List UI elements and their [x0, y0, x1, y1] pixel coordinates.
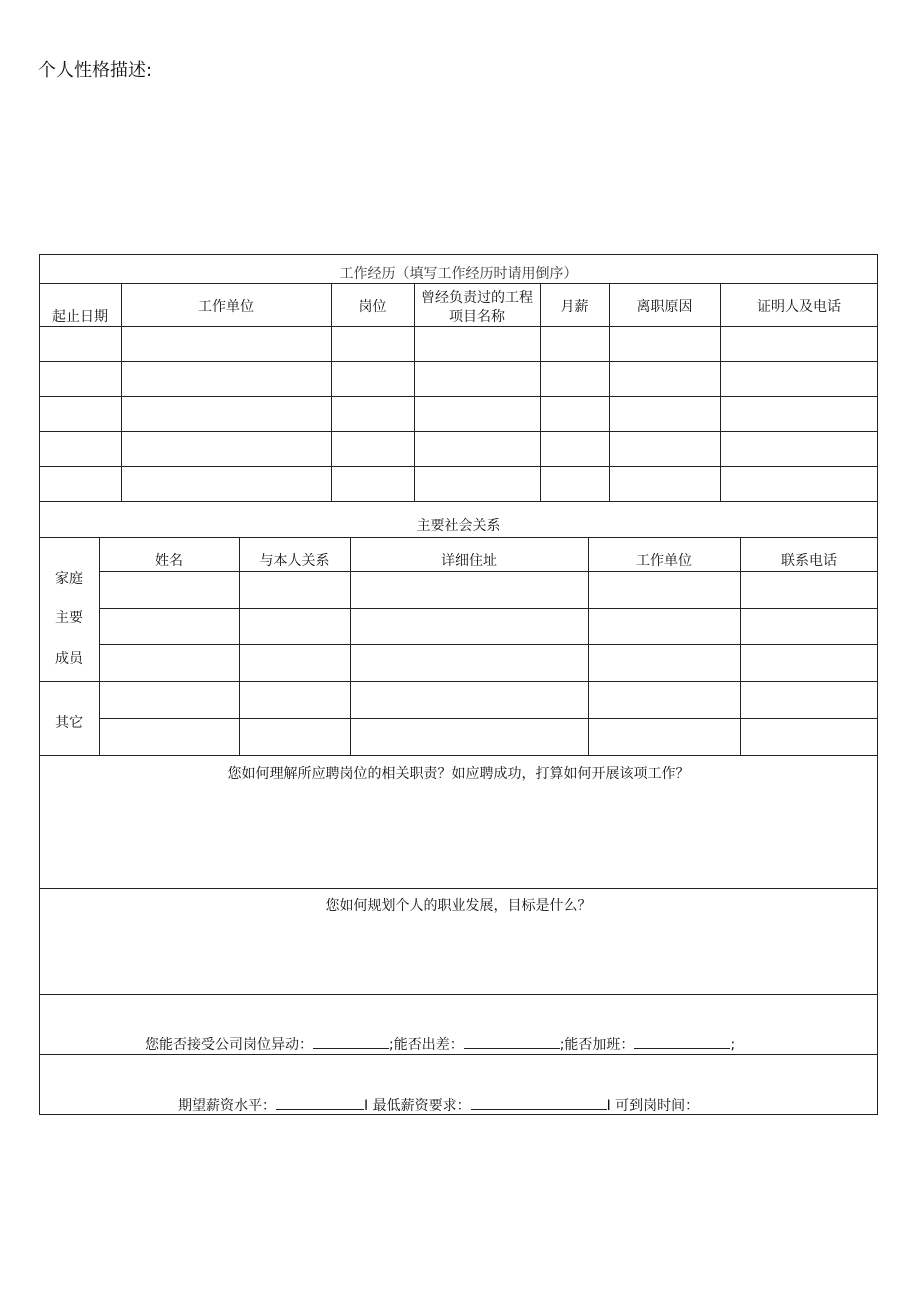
expected-salary-field[interactable] — [276, 1095, 364, 1110]
expected-salary-label: 期望薪资水平： — [178, 1098, 276, 1114]
header-project-1: 曾经负责过的工程 — [421, 290, 533, 306]
page-title: 个人性格描述: — [38, 60, 153, 81]
family-label-3: 成员 — [55, 651, 83, 667]
available-time-label: I 可到岗时间： — [606, 1098, 700, 1114]
travel-field[interactable] — [464, 1034, 560, 1049]
family-row[interactable] — [100, 645, 877, 681]
header-workplace: 工作单位 — [636, 553, 692, 569]
family-label-2: 主要 — [55, 610, 83, 626]
overtime-label: ;能否加班： — [559, 1037, 635, 1053]
question-responsibilities: 您如何理解所应聘岗位的相关职责？如应聘成功，打算如何开展该项工作？ — [227, 766, 690, 782]
answer-responsibilities[interactable] — [40, 785, 877, 887]
work-row[interactable] — [40, 327, 877, 361]
overtime-field[interactable] — [634, 1034, 730, 1049]
question-career-plan: 您如何规划个人的职业发展，目标是什么？ — [325, 898, 592, 914]
answer-career-plan[interactable] — [40, 918, 877, 993]
acceptance-end: ; — [730, 1037, 736, 1053]
acceptance-row — [145, 1034, 735, 1054]
travel-label: ;能否出差： — [389, 1037, 464, 1053]
transfer-field[interactable] — [313, 1034, 389, 1049]
header-leave-reason: 离职原因 — [636, 299, 693, 315]
work-row[interactable] — [40, 362, 877, 396]
work-row[interactable] — [40, 397, 877, 431]
header-dates: 起止日期 — [52, 309, 108, 325]
other-label: 其它 — [55, 715, 83, 731]
work-row[interactable] — [40, 467, 877, 501]
header-employer: 工作单位 — [198, 299, 254, 315]
header-project-2: 项目名称 — [449, 309, 505, 325]
family-row[interactable] — [100, 609, 877, 644]
transfer-label: 您能否接受公司岗位异动： — [145, 1037, 313, 1053]
header-salary: 月薪 — [560, 299, 589, 315]
work-history-title: 工作经历（填写工作经历时请用倒序） — [339, 266, 578, 282]
social-title: 主要社会关系 — [416, 518, 501, 534]
header-reference: 证明人及电话 — [757, 299, 841, 315]
other-row[interactable] — [100, 682, 877, 718]
header-address: 详细住址 — [441, 553, 497, 569]
salary-row — [178, 1095, 699, 1115]
family-row[interactable] — [100, 572, 877, 608]
header-relationship: 与本人关系 — [259, 553, 330, 569]
family-label-1: 家庭 — [55, 571, 83, 587]
other-row[interactable] — [100, 719, 877, 755]
header-phone: 联系电话 — [781, 553, 837, 569]
header-position: 岗位 — [358, 299, 387, 315]
work-row[interactable] — [40, 432, 877, 466]
header-name: 姓名 — [155, 553, 183, 569]
min-salary-label: I 最低薪资要求： — [364, 1098, 471, 1114]
min-salary-field[interactable] — [471, 1095, 607, 1110]
